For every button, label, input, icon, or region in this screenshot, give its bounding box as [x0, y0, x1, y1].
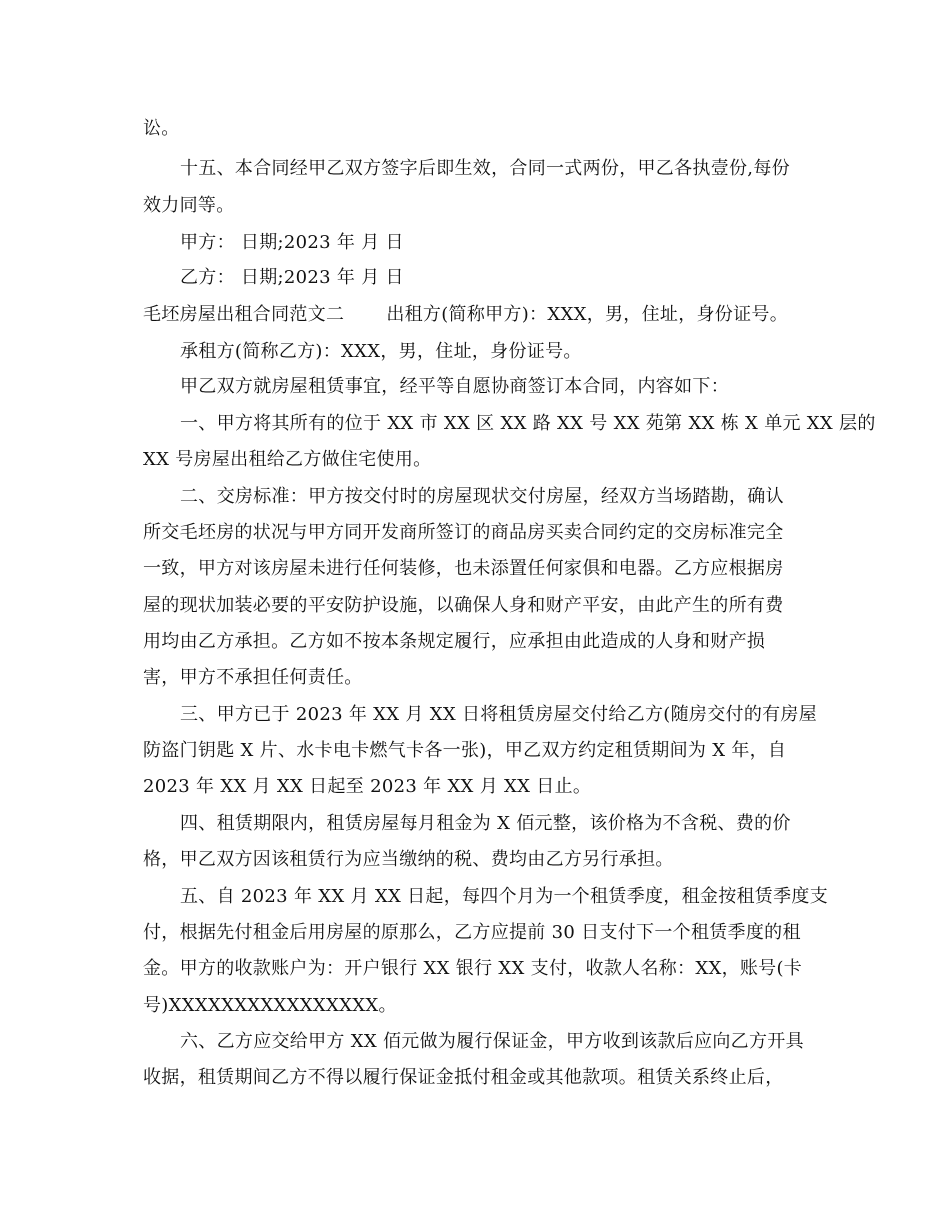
text-line: 号)XXXXXXXXXXXXXXXX。 [143, 995, 397, 1016]
section-title-line [143, 303, 813, 327]
preamble-line: 甲乙双方就房屋租赁事宜，经平等自愿协商签订本合同，内容如下： [180, 376, 729, 397]
clause-6-line: 六、乙方应交给甲方 XX 佰元做为履行保证金，甲方收到该款后应向乙方开具 [180, 1031, 804, 1052]
text-line: 效力同等。 [143, 195, 235, 216]
party-b-signature-line: 乙方： 日期;2023 年 月 日 [180, 267, 404, 288]
text-line: XX 号房屋出租给乙方做住宅使用。 [143, 449, 432, 470]
text-line: 收据，租赁期间乙方不得以履行保证金抵付租金或其他款项。租赁关系终止后， [143, 1067, 784, 1088]
clause-5-line: 五、自 2023 年 XX 月 XX 日起，每四个月为一个租赁季度，租金按租赁季度支 [180, 886, 828, 907]
clause-1-line: 一、甲方将其所有的位于 XX 市 XX 区 XX 路 XX 号 XX 苑第 XX 栋 X 单元 XX 层的 [180, 413, 876, 434]
text-line: 讼。 [143, 118, 180, 139]
clause-4-line: 四、租赁期限内，租赁房屋每月租金为 X 佰元整，该价格为不含税、费的价 [180, 813, 791, 834]
text-line: 2023 年 XX 月 XX 日起至 2023 年 XX 月 XX 日止。 [143, 776, 592, 797]
clause-3-line: 三、甲方已于 2023 年 XX 月 XX 日将租赁房屋交付给乙方(随房交付的有房屋 [180, 704, 818, 725]
text-line: 格，甲乙双方因该租赁行为应当缴纳的税、费均由乙方另行承担。 [143, 849, 674, 870]
text-line: 所交毛坯房的状况与甲方同开发商所签订的商品房买卖合同约定的交房标准完全 [143, 522, 784, 543]
section-title: 毛坯房屋出租合同范文二 [143, 304, 345, 325]
clause-15-line: 十五、本合同经甲乙双方签字后即生效，合同一式两份，甲乙各执壹份,每份 [180, 158, 790, 179]
text-line: 付，根据先付租金后用房屋的原那么，乙方应提前 30 日支付下一个租赁季度的租 [143, 922, 801, 943]
party-a-signature-line: 甲方： 日期;2023 年 月 日 [180, 232, 404, 253]
lessee-info: 承租方(简称乙方)：XXX，男，住址，身份证号。 [180, 341, 582, 362]
text-line: 屋的现状加装必要的平安防护设施，以确保人身和财产平安，由此产生的所有费 [143, 595, 784, 616]
text-line: 用均由乙方承担。乙方如不按本条规定履行，应承担由此造成的人身和财产损 [143, 631, 766, 652]
text-line: 防盗门钥匙 X 片、水卡电卡燃气卡各一张)，甲乙双方约定租赁期间为 X 年，自 [143, 740, 787, 761]
text-line: 金。甲方的收款账户为：开户银行 XX 银行 XX 支付，收款人名称：XX，账号(卡 [143, 958, 803, 979]
text-line: 一致，甲方对该房屋未进行任何装修，也未添置任何家俱和电器。乙方应根据房 [143, 558, 784, 579]
text-line: 害，甲方不承担任何责任。 [143, 667, 363, 688]
clause-2-line: 二、交房标准：甲方按交付时的房屋现状交付房屋，经双方当场踏勘，确认 [180, 486, 784, 507]
lessor-info: 出租方(简称甲方)：XXX，男，住址，身份证号。 [386, 304, 788, 325]
